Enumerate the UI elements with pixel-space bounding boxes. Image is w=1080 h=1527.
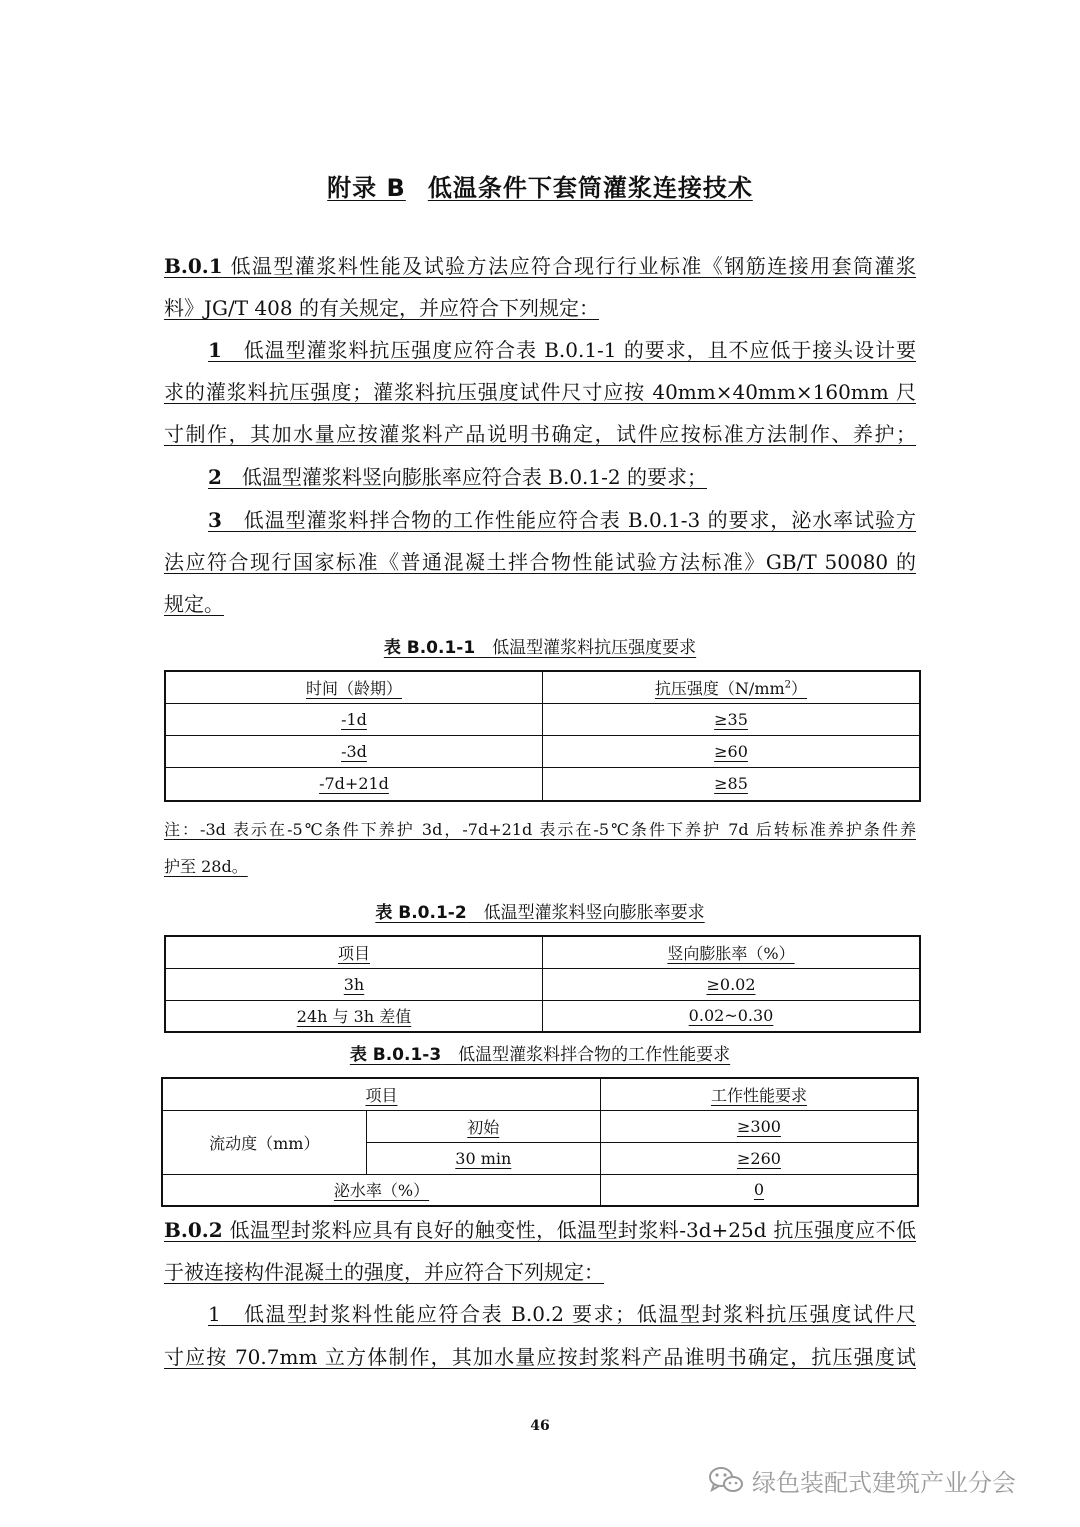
title-text: 低温条件下套筒灌浆连接技术 bbox=[427, 174, 753, 202]
watermark-text: 绿色装配式建筑产业分会 bbox=[752, 1468, 1016, 1497]
body-line: 1 低温型封浆料性能应符合表 B.0.2 要求；低温型封浆料抗压强度试件尺 bbox=[208, 1302, 916, 1326]
table2 bbox=[164, 935, 921, 1033]
page-number: 46 bbox=[530, 1418, 550, 1434]
body-line: 2 低温型灌浆料竖向膨胀率应符合表 B.0.1-2 的要求； bbox=[208, 465, 707, 489]
table-row: -1d ≥35 bbox=[165, 703, 920, 735]
title-appendix: 附录 B bbox=[327, 174, 406, 202]
body-line: 寸制作，其加水量应按灌浆料产品说明书确定，试件应按标准方法制作、养护； bbox=[164, 422, 916, 446]
table1-note: 护至 28d。 bbox=[164, 857, 248, 876]
table1-note: 注：-3d 表示在-5℃条件下养护 3d，-7d+21d 表示在-5℃条件下养护 7d 后转标准养护条件养 bbox=[164, 820, 916, 839]
body-line: 3 低温型灌浆料拌合物的工作性能应符合表 B.0.1-3 的要求，泌水率试验方 bbox=[208, 508, 916, 532]
body-line: 求的灌浆料抗压强度；灌浆料抗压强度试件尺寸应按 40mm×40mm×160mm 尺 bbox=[164, 380, 916, 404]
table-row: -7d+21d ≥85 bbox=[165, 767, 920, 801]
watermark bbox=[708, 1460, 1016, 1500]
wechat-icon bbox=[708, 1465, 744, 1495]
table-row: 30 min ≥260 bbox=[162, 1142, 918, 1174]
body-line: 料》JG/T 408 的有关规定，并应符合下列规定： bbox=[164, 296, 599, 320]
body-line: B.0.1 低温型灌浆料性能及试验方法应符合现行行业标准《钢筋连接用套筒灌浆 bbox=[164, 254, 916, 278]
table1-header-strength: 抗压强度$(N/mm^2)$ bbox=[543, 671, 921, 703]
table1-header-time: 时间（龄期） bbox=[165, 671, 543, 703]
body-line: B.0.2 低温型封浆料应具有良好的触变性，低温型封浆料-3d+25d 抗压强度应不低 bbox=[164, 1218, 916, 1242]
table2-caption: 表 B.0.1-2 低温型灌浆料竖向膨胀率要求 bbox=[375, 903, 705, 923]
table-row: 3h ≥0.02 bbox=[165, 968, 920, 1000]
table3-caption: 表 B.0.1-3 低温型灌浆料拌合物的工作性能要求 bbox=[349, 1045, 731, 1065]
table3-group-flow: 流动度（mm） bbox=[162, 1110, 366, 1174]
table1-caption: 表 B.0.1-1 低温型灌浆料抗压强度要求 bbox=[383, 638, 697, 658]
body-line: 规定。 bbox=[164, 592, 224, 616]
table1 bbox=[164, 670, 921, 802]
body-line: 于被连接构件混凝土的强度，并应符合下列规定： bbox=[164, 1260, 604, 1284]
table-row: 流动度（mm） 初始 ≥300 bbox=[162, 1110, 918, 1142]
table-row: 24h 与 3h 差值 0.02~0.30 bbox=[165, 1000, 920, 1032]
page-title bbox=[0, 168, 1080, 203]
table3-header-item: 项目 bbox=[162, 1078, 600, 1110]
table3 bbox=[161, 1077, 919, 1207]
table-row: 泌水率（%） 0 bbox=[162, 1174, 918, 1206]
table-row: -3d ≥60 bbox=[165, 735, 920, 767]
body-line: 法应符合现行国家标准《普通混凝土拌合物性能试验方法标准》GB/T 50080 的 bbox=[164, 550, 916, 574]
table2-header-item: 项目 bbox=[165, 936, 543, 968]
table3-header-performance: 工作性能要求 bbox=[600, 1078, 918, 1110]
table2-header-expansion: 竖向膨胀率（%） bbox=[543, 936, 921, 968]
body-line: 1 低温型灌浆料抗压强度应符合表 B.0.1-1 的要求，且不应低于接头设计要 bbox=[208, 338, 916, 362]
body-line: 寸应按 70.7mm 立方体制作，其加水量应按封浆料产品谁明书确定，抗压强度试 bbox=[164, 1345, 916, 1369]
